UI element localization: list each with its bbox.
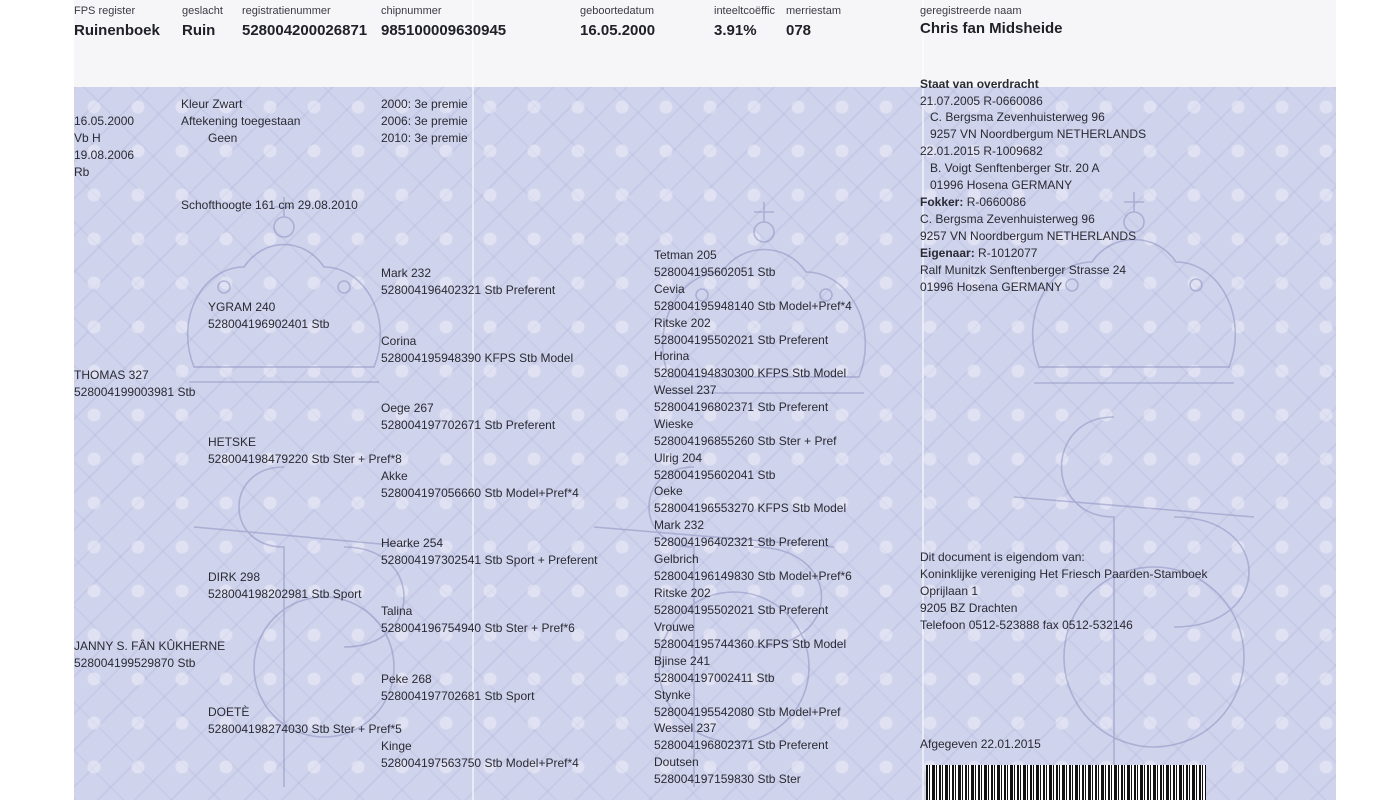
great-grandparent-name: Oege 267 [381,401,434,415]
transfer-line: B. Voigt Senftenberger Str. 20 A [930,161,1100,175]
ancestor-name: Mark 232 [654,518,705,532]
ancestor-name: Oeke [654,484,683,498]
ancestor-reg: 528004195502021 Stb Preferent [654,333,829,347]
ancestor-reg: 528004196402321 Stb Preferent [654,535,829,549]
breeder-label: Fokker: [920,195,964,209]
value-gender: Ruin [182,22,216,39]
grandparent-reg: 528004198274030 Stb Ster + Pref*5 [208,722,402,736]
value-mare-line: 078 [786,22,812,39]
property-line: Oprijlaan 1 [920,584,979,598]
ancestor-reg: 528004196802371 Stb Preferent [654,400,829,414]
ancestor-name: Gelbrich [654,552,699,566]
marking-label: Aftekening toegestaan [181,114,301,128]
ancestor-reg: 528004195502021 Stb Preferent [654,603,829,617]
withers-height: Schofthoogte 161 cm 29.08.2010 [181,198,358,212]
owner-line [920,246,1037,260]
label-inbreeding: inteeltcoëffic [714,5,775,17]
fold-line [922,0,924,800]
great-grandparent-name: Hearke 254 [381,536,444,550]
label-registered-name: geregistreerde naam [920,5,1022,17]
ancestor-name: Ritske 202 [654,586,711,600]
value-birthdate: 16.05.2000 [580,22,656,39]
great-grandparent-reg: 528004197702681 Stb Sport [381,689,535,703]
great-grandparent-reg: 528004195948390 KFPS Stb Model [381,351,574,365]
label-chip-number: chipnummer [381,5,442,17]
grandparent-name: DOETÈ [208,705,250,719]
issued-date: Afgegeven 22.01.2015 [920,737,1041,751]
great-grandparent-name: Corina [381,334,417,348]
owner-address: Ralf Munitzk Senftenberger Strasse 24 [920,263,1127,277]
ancestor-name: Ritske 202 [654,316,711,330]
transfer-line: 01996 Hosena GERMANY [930,178,1073,192]
ancestor-reg: 528004196855260 Stb Ster + Pref [654,434,837,448]
ancestor-name: Wessel 237 [654,383,717,397]
property-line: Koninklijke vereniging Het Friesch Paarden-Stamboek [920,567,1208,581]
ancestor-reg: 528004197002411 Stb [654,671,775,685]
grandparent-reg: 528004198202981 Stb Sport [208,587,362,601]
premium-line: 2010: 3e premie [381,131,468,145]
owner-id: R-1012077 [978,246,1038,260]
marking-value: Geen [208,131,238,145]
transfer-line: 21.07.2005 R-0660086 [920,94,1043,108]
label-birthdate: geboortedatum [580,5,654,17]
property-line: Dit document is eigendom van: [920,550,1085,564]
great-grandparent-name: Kinge [381,739,412,753]
transfer-title: Staat van overdracht [920,77,1039,91]
horse-color: Kleur Zwart [181,97,243,111]
sire-name: THOMAS 327 [74,368,149,382]
label-gender: geslacht [182,5,223,17]
ancestor-name: Wieske [654,417,694,431]
breeder-address: C. Bergsma Zevenhuisterweg 96 [920,212,1095,226]
value-registration-number: 528004200026871 [242,22,368,39]
meta-line: Vb H [74,131,101,145]
ancestor-name: Horina [654,349,690,363]
meta-line: 19.08.2006 [74,148,135,162]
ancestor-name: Ulrig 204 [654,451,703,465]
premium-line: 2000: 3e premie [381,97,468,111]
label-register: FPS register [74,5,136,17]
grandparent-name: YGRAM 240 [208,300,276,314]
ancestor-reg: 528004195948140 Stb Model+Pref*4 [654,299,852,313]
meta-line: 16.05.2000 [74,114,135,128]
value-register: Ruinenboek [74,22,160,39]
ancestor-name: Stynke [654,688,691,702]
ancestor-reg: 528004196802371 Stb Preferent [654,738,829,752]
dam-name: JANNY S. FÂN KÛKHERNE [74,639,226,653]
sire-reg: 528004199003981 Stb [74,385,196,399]
value-chip-number: 985100009630945 [381,22,507,39]
great-grandparent-reg: 528004196754940 Stb Ster + Pref*6 [381,621,575,635]
fold-line [472,0,474,800]
grandparent-name: DIRK 298 [208,570,261,584]
grandparent-reg: 528004196902401 Stb [208,317,330,331]
ancestor-reg: 528004196149830 Stb Model+Pref*6 [654,569,852,583]
ancestor-name: Doutsen [654,755,699,769]
ancestor-reg: 528004195602041 Stb [654,468,776,482]
ancestor-name: Cevia [654,282,685,296]
value-inbreeding: 3.91% [714,22,757,39]
grandparent-reg: 528004198479220 Stb Ster + Pref*8 [208,452,402,466]
breeder-line [920,195,1026,209]
label-mare-line: merriestam [786,5,842,17]
great-grandparent-name: Talina [381,604,413,618]
barcode-icon [926,765,1206,800]
property-line: 9205 BZ Drachten [920,601,1018,615]
transfer-line: C. Bergsma Zevenhuisterweg 96 [930,110,1105,124]
breeder-id: R-0660086 [966,195,1027,209]
great-grandparent-reg: 528004197056660 Stb Model+Pref*4 [381,486,579,500]
property-line: Telefoon 0512-523888 fax 0512-532146 [920,618,1133,632]
premium-line: 2006: 3e premie [381,114,468,128]
great-grandparent-name: Mark 232 [381,266,432,280]
dam-reg: 528004199529870 Stb [74,656,196,670]
ancestor-reg: 528004195744360 KFPS Stb Model [654,637,847,651]
ancestor-reg: 528004197159830 Stb Ster [654,772,801,786]
ancestor-name: Bjinse 241 [654,654,711,668]
label-registration-number: registratienummer [242,5,331,17]
value-registered-name: Chris fan Midsheide [920,20,1063,37]
breeder-address: 9257 VN Noordbergum NETHERLANDS [920,229,1137,243]
great-grandparent-reg: 528004197563750 Stb Model+Pref*4 [381,756,579,770]
ancestor-reg: 528004195542080 Stb Model+Pref [654,705,841,719]
owner-address: 01996 Hosena GERMANY [920,280,1063,294]
great-grandparent-reg: 528004197702671 Stb Preferent [381,418,556,432]
great-grandparent-reg: 528004197302541 Stb Sport + Preferent [381,553,598,567]
transfer-line: 22.01.2015 R-1009682 [920,144,1043,158]
great-grandparent-name: Peke 268 [381,672,432,686]
great-grandparent-reg: 528004196402321 Stb Preferent [381,283,556,297]
ancestor-reg: 528004194830300 KFPS Stb Model [654,366,847,380]
ancestor-name: Vrouwe [654,620,695,634]
ancestor-name: Wessel 237 [654,721,717,735]
ancestor-name: Tetman 205 [654,248,717,262]
meta-line: Rb [74,165,90,179]
great-grandparent-name: Akke [381,469,408,483]
ancestor-reg: 528004196553270 KFPS Stb Model [654,501,847,515]
owner-label: Eigenaar: [920,246,975,260]
transfer-line: 9257 VN Noordbergum NETHERLANDS [930,127,1147,141]
grandparent-name: HETSKE [208,435,257,449]
ancestor-reg: 528004195602051 Stb [654,265,776,279]
